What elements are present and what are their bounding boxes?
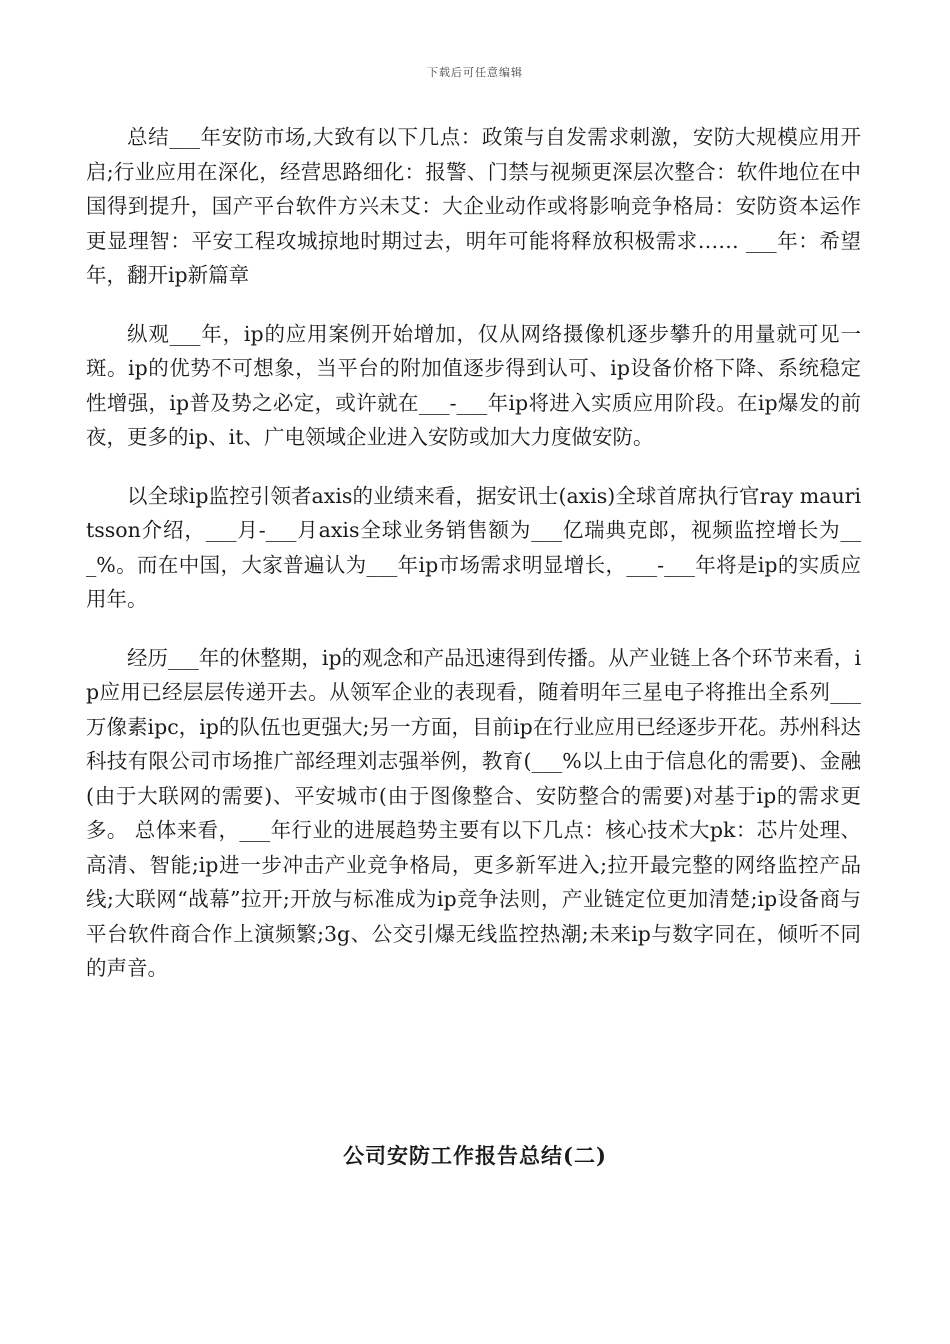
paragraph-ip-overview: 纵观___年，ip的应用案例开始增加，仅从网络摄像机逐步攀升的用量就可见一斑。ip的优势不可想象，当平台的附加值逐步得到认可、ip设备价格下降、系统稳定性增强，ip普及势之必定，或许就在___-___年ip将进入实质应用阶段。在ip爆发的前夜，更多的ip、it、广电领域企业进入安防或加大力度做安防。 — [86, 321, 861, 449]
paragraph-industry-trends: 经历___年的休整期，ip的观念和产品迅速得到传播。从产业链上各个环节来看，ip应用已经层层传递开去。从领军企业的表现看，随着明年三星电子将推出全系列___万像素ipc，ip的队伍也更强大;另一方面，目前ip在行业应用已经逐步开花。苏州科达科技有限公司市场推广部经理刘志强举例，教育(___%以上由于信息化的需要)、金融(由于大联网的需要)、平安城市(由于图像整合、安防整合的需要)对基于ip的需求更多。 总体来看，___年行业的进展趋势主要有以下几点：核心技术大pk：芯片处理、高清、智能;ip进一步冲击产业竞争格局，更多新军进入;拉开最完整的网络监控产品线;大联网“战幕”拉开;开放与标准成为ip竞争法则，产业链定位更加清楚;ip设备商与平台软件商合作上演频繁;3g、公交引爆无线监控热潮;未来ip与数字同在，倾听不同的声音。 — [86, 645, 861, 980]
paragraph-axis-performance: 以全球ip监控引领者axis的业绩来看，据安讯士(axis)全球首席执行官ray mauritsson介绍，___月-___月axis全球业务销售额为___亿瑞典克郎，视频监控增长为___%。而在中国，大家普遍认为___年ip市场需求明显增长，___-___年将是ip的实质应用年。 — [86, 483, 861, 611]
section-title: 公司安防工作报告总结(二) — [343, 1143, 607, 1168]
paragraph-market-summary: 总结___年安防市场,大致有以下几点：政策与自发需求刺激，安防大规模应用开启;行业应用在深化，经营思路细化：报警、门禁与视频更深层次整合：软件地位在中国得到提升，国产平台软件方兴未艾：大企业动作或将影响竞争格局：安防资本运作更显理智：平安工程攻城掠地时期过去，明年可能将释放积极需求…… ___年：希望年，翻开ip新篇章 — [86, 125, 861, 287]
header-note: 下载后可任意编辑 — [427, 66, 523, 79]
document-body — [86, 120, 861, 1010]
